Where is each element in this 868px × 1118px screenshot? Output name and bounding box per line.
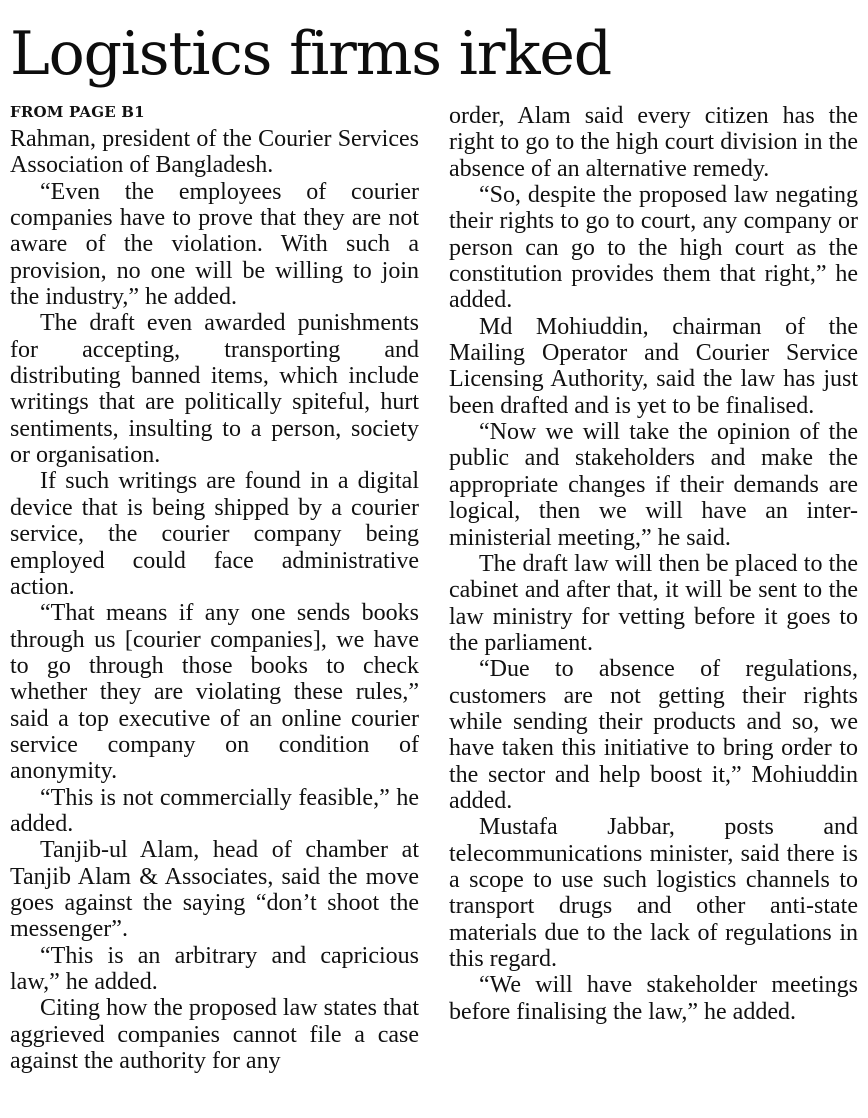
article-paragraph: Citing how the proposed law states that aggrieved companies cannot file a case against the authority for any xyxy=(10,995,419,1075)
article-column-left xyxy=(10,103,419,1074)
article-paragraph: The draft even awarded punishments for accepting, transporting and distributing banned items, which include writings that are politically spiteful, hurt sentiments, insulting to a person, society or organisation. xyxy=(10,310,419,469)
article-paragraph: If such writings are found in a digital device that is being shipped by a courier service, the courier company being employed could face administrative action. xyxy=(10,468,419,600)
article-paragraph: Rahman, president of the Courier Services Association of Bangladesh. xyxy=(10,126,419,179)
article-column-right xyxy=(449,103,858,1025)
article-paragraph: “We will have stakeholder meetings before finalising the law,” he added. xyxy=(449,972,858,1025)
article-paragraph: “Even the employees of courier companies have to prove that they are not aware of the violation. With such a provision, no one will be willing to join the industry,” he added. xyxy=(10,178,419,311)
article-paragraph: “This is not commercially feasible,” he added. xyxy=(10,784,419,837)
article-paragraph: “This is an arbitrary and capricious law,” he added. xyxy=(10,942,419,995)
article-paragraph: “That means if any one sends books through us [courier companies], we have to go through those books to check whether they are violating these rules,” said a top executive of an online courier service company on condition of anonymity. xyxy=(10,600,419,785)
article-paragraph: Md Mohiuddin, chairman of the Mailing Operator and Courier Service Licensing Authority, said the law has just been drafted and is yet to be finalised. xyxy=(449,313,858,419)
headline: Logistics firms irked xyxy=(10,19,611,89)
article-paragraph: “Due to absence of regulations, customers are not getting their rights while sending their products and so, we have taken this initiative to bring order to the sector and help boost it,” Mohiuddin added. xyxy=(449,656,858,814)
article-paragraph: Mustafa Jabbar, posts and telecommunications minister, said there is a scope to use such logistics channels to transport drugs and other anti-state materials due to the lack of regulations in this regard. xyxy=(449,814,858,972)
article-paragraph: “Now we will take the opinion of the public and stakeholders and make the appropriate changes if their demands are logical, then we will have an inter-ministerial meeting,” he said. xyxy=(449,419,858,551)
article-paragraph: The draft law will then be placed to the cabinet and after that, it will be sent to the law ministry for vetting before it goes to the parliament. xyxy=(449,550,858,656)
article-paragraph: “So, despite the proposed law negating their rights to go to court, any company or person can go to the high court as the constitution provides them that right,” he added. xyxy=(449,182,858,314)
continuation-kicker: FROM PAGE B1 xyxy=(10,103,145,121)
article-paragraph: order, Alam said every citizen has the right to go to the high court division in the absence of an alternative remedy. xyxy=(449,103,858,182)
article-paragraph: Tanjib-ul Alam, head of chamber at Tanjib Alam & Associates, said the move goes against the saying “don’t shoot the messenger”. xyxy=(10,837,419,943)
